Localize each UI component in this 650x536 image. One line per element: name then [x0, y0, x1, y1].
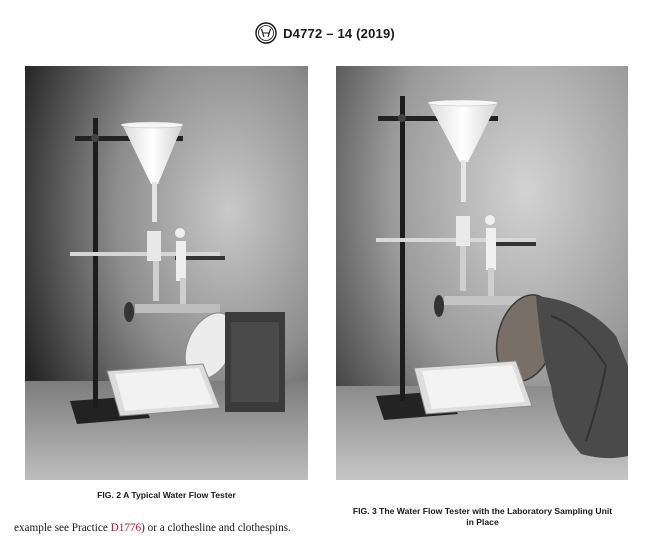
astm-logo-icon — [255, 22, 277, 44]
figure-3-caption — [330, 506, 635, 528]
standard-designation: D4772 – 14 (2019) — [283, 25, 395, 41]
practice-reference-link[interactable]: D1776 — [110, 522, 142, 534]
page-header — [0, 22, 650, 49]
body-text-after: ) or a clothesline and clothespins. — [141, 522, 291, 534]
figure-3-caption-line1: FIG. 3 The Water Flow Tester with the Laboratory Sampling Unit — [352, 506, 613, 516]
body-text-before: example see Practice — [14, 522, 111, 534]
figure-2-caption: FIG. 2 A Typical Water Flow Tester — [97, 490, 236, 500]
figure-3-photo — [336, 66, 628, 480]
body-paragraph — [14, 522, 334, 534]
figure-3-caption-line2: in Place — [466, 517, 499, 527]
figure-2-photo — [25, 66, 308, 480]
